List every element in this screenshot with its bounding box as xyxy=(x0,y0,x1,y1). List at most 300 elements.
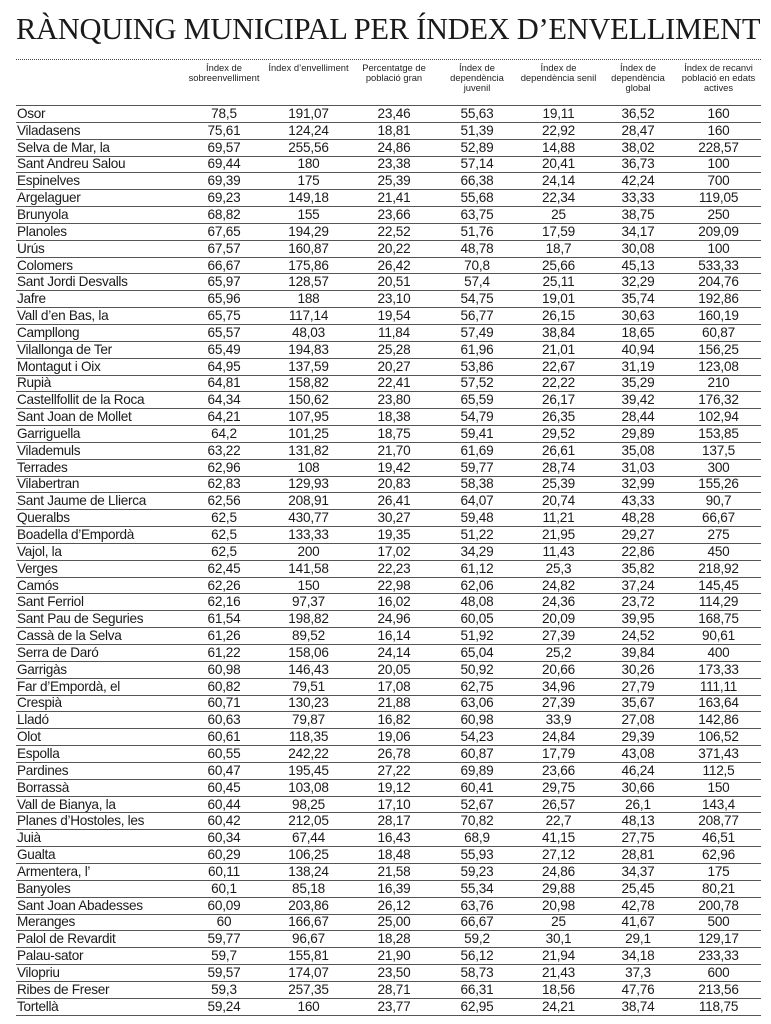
poblacio-gran-cell: 21,90 xyxy=(351,948,437,965)
envelliment-cell: 160,87 xyxy=(266,240,351,257)
dependencia-senil-cell: 33,9 xyxy=(517,712,600,729)
dependencia-global-cell: 34,37 xyxy=(600,863,676,880)
envelliment-cell: 79,87 xyxy=(266,712,351,729)
poblacio-gran-cell: 16,14 xyxy=(351,628,437,645)
dependencia-juvenil-cell: 66,38 xyxy=(437,173,517,190)
recanvi-cell: 102,94 xyxy=(676,409,761,426)
dependencia-senil-cell: 20,09 xyxy=(517,611,600,628)
municipality-cell: Vajol, la xyxy=(16,543,182,560)
poblacio-gran-cell: 17,08 xyxy=(351,678,437,695)
dependencia-senil-cell: 11,43 xyxy=(517,543,600,560)
recanvi-cell: 176,32 xyxy=(676,392,761,409)
table-row xyxy=(16,880,761,897)
dependencia-juvenil-cell: 52,67 xyxy=(437,796,517,813)
column-header-dependencia-senil: Índex de dependència senil xyxy=(520,62,597,83)
dependencia-senil-cell: 29,88 xyxy=(517,880,600,897)
poblacio-gran-cell: 26,78 xyxy=(351,746,437,763)
envelliment-cell: 130,23 xyxy=(266,695,351,712)
sobreenvelliment-cell: 62,5 xyxy=(182,527,266,544)
envelliment-cell: 180 xyxy=(266,156,351,173)
table-row xyxy=(16,375,761,392)
recanvi-cell: 143,4 xyxy=(676,796,761,813)
recanvi-cell: 600 xyxy=(676,965,761,982)
dependencia-global-cell: 41,67 xyxy=(600,914,676,931)
sobreenvelliment-cell: 66,67 xyxy=(182,257,266,274)
municipality-cell: Pardines xyxy=(16,762,182,779)
sobreenvelliment-cell: 62,5 xyxy=(182,543,266,560)
recanvi-cell: 66,67 xyxy=(676,510,761,527)
recanvi-cell: 114,29 xyxy=(676,594,761,611)
poblacio-gran-cell: 18,75 xyxy=(351,426,437,443)
sobreenvelliment-cell: 59,57 xyxy=(182,965,266,982)
poblacio-gran-cell: 23,77 xyxy=(351,998,437,1015)
column-header-dependencia-global: Índex de dependència global xyxy=(611,62,665,93)
sobreenvelliment-cell: 62,83 xyxy=(182,476,266,493)
municipality-cell: Urús xyxy=(16,240,182,257)
dependencia-senil-cell: 17,59 xyxy=(517,223,600,240)
dependencia-juvenil-cell: 57,49 xyxy=(437,324,517,341)
dependencia-senil-cell: 21,01 xyxy=(517,341,600,358)
dependencia-global-cell: 39,95 xyxy=(600,611,676,628)
dependencia-senil-cell: 27,39 xyxy=(517,695,600,712)
sobreenvelliment-cell: 60,29 xyxy=(182,847,266,864)
dependencia-global-cell: 43,33 xyxy=(600,493,676,510)
municipality-cell: Jafre xyxy=(16,291,182,308)
dependencia-global-cell: 18,65 xyxy=(600,324,676,341)
sobreenvelliment-cell: 59,24 xyxy=(182,998,266,1015)
poblacio-gran-cell: 24,14 xyxy=(351,645,437,662)
table-row xyxy=(16,931,761,948)
table-row xyxy=(16,695,761,712)
municipality-cell: Juià xyxy=(16,830,182,847)
table-row xyxy=(16,594,761,611)
dependencia-juvenil-cell: 59,48 xyxy=(437,510,517,527)
dependencia-global-cell: 35,29 xyxy=(600,375,676,392)
envelliment-cell: 67,44 xyxy=(266,830,351,847)
dependencia-global-cell: 43,08 xyxy=(600,746,676,763)
dependencia-global-cell: 35,74 xyxy=(600,291,676,308)
sobreenvelliment-cell: 64,81 xyxy=(182,375,266,392)
dependencia-juvenil-cell: 64,07 xyxy=(437,493,517,510)
sobreenvelliment-cell: 62,96 xyxy=(182,459,266,476)
envelliment-cell: 188 xyxy=(266,291,351,308)
envelliment-cell: 158,06 xyxy=(266,645,351,662)
municipality-cell: Sant Pau de Seguries xyxy=(16,611,182,628)
poblacio-gran-cell: 23,66 xyxy=(351,207,437,224)
municipality-cell: Lladó xyxy=(16,712,182,729)
dependencia-senil-cell: 25,66 xyxy=(517,257,600,274)
dependencia-global-cell: 29,1 xyxy=(600,931,676,948)
table-row xyxy=(16,207,761,224)
dependencia-senil-cell: 11,21 xyxy=(517,510,600,527)
poblacio-gran-cell: 18,48 xyxy=(351,847,437,864)
sobreenvelliment-cell: 62,45 xyxy=(182,560,266,577)
poblacio-gran-cell: 21,70 xyxy=(351,442,437,459)
sobreenvelliment-cell: 60,47 xyxy=(182,762,266,779)
sobreenvelliment-cell: 60,42 xyxy=(182,813,266,830)
dependencia-global-cell: 28,81 xyxy=(600,847,676,864)
column-header-envelliment: Índex d’envelliment xyxy=(268,62,349,73)
envelliment-cell: 191,07 xyxy=(266,106,351,123)
poblacio-gran-cell: 30,27 xyxy=(351,510,437,527)
sobreenvelliment-cell: 64,21 xyxy=(182,409,266,426)
recanvi-cell: 400 xyxy=(676,645,761,662)
page-title: RÀNQUING MUNICIPAL PER ÍNDEX D’ENVELLIMENT xyxy=(16,12,761,46)
recanvi-cell: 129,17 xyxy=(676,931,761,948)
table-header xyxy=(16,63,761,106)
sobreenvelliment-cell: 60,1 xyxy=(182,880,266,897)
envelliment-cell: 174,07 xyxy=(266,965,351,982)
dependencia-senil-cell: 26,57 xyxy=(517,796,600,813)
dependencia-juvenil-cell: 51,22 xyxy=(437,527,517,544)
column-header-recanvi-poblacio: Índex de recanvi població en edats actives xyxy=(681,62,756,93)
dependencia-senil-cell: 41,15 xyxy=(517,830,600,847)
recanvi-cell: 175 xyxy=(676,863,761,880)
envelliment-cell: 108 xyxy=(266,459,351,476)
sobreenvelliment-cell: 59,3 xyxy=(182,981,266,998)
municipality-cell: Planes d’Hostoles, les xyxy=(16,813,182,830)
sobreenvelliment-cell: 60,09 xyxy=(182,897,266,914)
recanvi-cell: 150 xyxy=(676,779,761,796)
table-row xyxy=(16,914,761,931)
municipality-cell: Armentera, l’ xyxy=(16,863,182,880)
sobreenvelliment-cell: 75,61 xyxy=(182,122,266,139)
dependencia-juvenil-cell: 61,69 xyxy=(437,442,517,459)
dependencia-senil-cell: 24,82 xyxy=(517,577,600,594)
dependencia-juvenil-cell: 59,77 xyxy=(437,459,517,476)
envelliment-cell: 155,81 xyxy=(266,948,351,965)
municipality-cell: Viladasens xyxy=(16,122,182,139)
table-row xyxy=(16,965,761,982)
dependencia-global-cell: 33,33 xyxy=(600,190,676,207)
sobreenvelliment-cell: 64,34 xyxy=(182,392,266,409)
sobreenvelliment-cell: 60,98 xyxy=(182,661,266,678)
poblacio-gran-cell: 20,83 xyxy=(351,476,437,493)
dependencia-juvenil-cell: 61,96 xyxy=(437,341,517,358)
poblacio-gran-cell: 19,35 xyxy=(351,527,437,544)
poblacio-gran-cell: 20,27 xyxy=(351,358,437,375)
recanvi-cell: 209,09 xyxy=(676,223,761,240)
recanvi-cell: 142,86 xyxy=(676,712,761,729)
recanvi-cell: 46,51 xyxy=(676,830,761,847)
recanvi-cell: 200,78 xyxy=(676,897,761,914)
municipality-cell: Argelaguer xyxy=(16,190,182,207)
poblacio-gran-cell: 19,12 xyxy=(351,779,437,796)
envelliment-cell: 97,37 xyxy=(266,594,351,611)
sobreenvelliment-cell: 60,45 xyxy=(182,779,266,796)
dependencia-global-cell: 29,27 xyxy=(600,527,676,544)
recanvi-cell: 208,77 xyxy=(676,813,761,830)
table-row xyxy=(16,409,761,426)
municipality-cell: Planoles xyxy=(16,223,182,240)
envelliment-cell: 124,24 xyxy=(266,122,351,139)
table-row xyxy=(16,543,761,560)
dependencia-global-cell: 22,86 xyxy=(600,543,676,560)
envelliment-cell: 242,22 xyxy=(266,746,351,763)
dependencia-juvenil-cell: 55,93 xyxy=(437,847,517,864)
sobreenvelliment-cell: 60,44 xyxy=(182,796,266,813)
table-row xyxy=(16,796,761,813)
recanvi-cell: 450 xyxy=(676,543,761,560)
recanvi-cell: 192,86 xyxy=(676,291,761,308)
dependencia-senil-cell: 20,41 xyxy=(517,156,600,173)
municipality-cell: Cassà de la Selva xyxy=(16,628,182,645)
dependencia-senil-cell: 23,66 xyxy=(517,762,600,779)
envelliment-cell: 160 xyxy=(266,998,351,1015)
sobreenvelliment-cell: 64,2 xyxy=(182,426,266,443)
recanvi-cell: 700 xyxy=(676,173,761,190)
dependencia-global-cell: 35,67 xyxy=(600,695,676,712)
dependencia-senil-cell: 34,96 xyxy=(517,678,600,695)
poblacio-gran-cell: 26,12 xyxy=(351,897,437,914)
municipality-cell: Far d’Empordà, el xyxy=(16,678,182,695)
municipality-cell: Queralbs xyxy=(16,510,182,527)
municipality-cell: Meranges xyxy=(16,914,182,931)
envelliment-cell: 195,45 xyxy=(266,762,351,779)
municipality-cell: Crespià xyxy=(16,695,182,712)
recanvi-cell: 275 xyxy=(676,527,761,544)
recanvi-cell: 233,33 xyxy=(676,948,761,965)
dependencia-global-cell: 37,24 xyxy=(600,577,676,594)
recanvi-cell: 218,92 xyxy=(676,560,761,577)
sobreenvelliment-cell: 65,96 xyxy=(182,291,266,308)
municipality-cell: Vilademuls xyxy=(16,442,182,459)
poblacio-gran-cell: 20,22 xyxy=(351,240,437,257)
envelliment-cell: 158,82 xyxy=(266,375,351,392)
envelliment-cell: 208,91 xyxy=(266,493,351,510)
dependencia-juvenil-cell: 65,59 xyxy=(437,392,517,409)
municipality-cell: Gualta xyxy=(16,847,182,864)
poblacio-gran-cell: 20,51 xyxy=(351,274,437,291)
dependencia-senil-cell: 20,74 xyxy=(517,493,600,510)
sobreenvelliment-cell: 60,34 xyxy=(182,830,266,847)
municipality-cell: Olot xyxy=(16,729,182,746)
table-row xyxy=(16,291,761,308)
recanvi-cell: 160 xyxy=(676,122,761,139)
table-row xyxy=(16,712,761,729)
dependencia-juvenil-cell: 52,89 xyxy=(437,139,517,156)
dependencia-senil-cell: 27,39 xyxy=(517,628,600,645)
municipality-cell: Ribes de Freser xyxy=(16,981,182,998)
table-row xyxy=(16,981,761,998)
table-row xyxy=(16,645,761,662)
dependencia-juvenil-cell: 62,95 xyxy=(437,998,517,1015)
municipality-cell: Sant Joan de Mollet xyxy=(16,409,182,426)
poblacio-gran-cell: 24,96 xyxy=(351,611,437,628)
dependencia-juvenil-cell: 54,79 xyxy=(437,409,517,426)
poblacio-gran-cell: 20,05 xyxy=(351,661,437,678)
poblacio-gran-cell: 23,38 xyxy=(351,156,437,173)
dependencia-global-cell: 48,28 xyxy=(600,510,676,527)
recanvi-cell: 160 xyxy=(676,106,761,123)
dependencia-senil-cell: 17,79 xyxy=(517,746,600,763)
poblacio-gran-cell: 21,88 xyxy=(351,695,437,712)
dependencia-global-cell: 29,89 xyxy=(600,426,676,443)
table-row xyxy=(16,897,761,914)
dependencia-juvenil-cell: 59,2 xyxy=(437,931,517,948)
municipality-cell: Rupià xyxy=(16,375,182,392)
dependencia-senil-cell: 19,01 xyxy=(517,291,600,308)
sobreenvelliment-cell: 61,22 xyxy=(182,645,266,662)
table-row xyxy=(16,223,761,240)
table-row xyxy=(16,324,761,341)
poblacio-gran-cell: 22,98 xyxy=(351,577,437,594)
envelliment-cell: 150,62 xyxy=(266,392,351,409)
poblacio-gran-cell: 19,42 xyxy=(351,459,437,476)
dependencia-senil-cell: 24,84 xyxy=(517,729,600,746)
dependencia-juvenil-cell: 66,67 xyxy=(437,914,517,931)
table-row xyxy=(16,762,761,779)
dependencia-juvenil-cell: 62,06 xyxy=(437,577,517,594)
sobreenvelliment-cell: 59,7 xyxy=(182,948,266,965)
recanvi-cell: 371,43 xyxy=(676,746,761,763)
dependencia-juvenil-cell: 54,23 xyxy=(437,729,517,746)
sobreenvelliment-cell: 69,23 xyxy=(182,190,266,207)
dependencia-juvenil-cell: 51,39 xyxy=(437,122,517,139)
recanvi-cell: 533,33 xyxy=(676,257,761,274)
poblacio-gran-cell: 18,81 xyxy=(351,122,437,139)
dependencia-senil-cell: 18,56 xyxy=(517,981,600,998)
municipality-cell: Verges xyxy=(16,560,182,577)
title-divider xyxy=(16,59,761,60)
dependencia-senil-cell: 26,15 xyxy=(517,308,600,325)
dependencia-global-cell: 27,79 xyxy=(600,678,676,695)
dependencia-juvenil-cell: 59,23 xyxy=(437,863,517,880)
table-row xyxy=(16,746,761,763)
recanvi-cell: 80,21 xyxy=(676,880,761,897)
dependencia-juvenil-cell: 63,06 xyxy=(437,695,517,712)
sobreenvelliment-cell: 60,71 xyxy=(182,695,266,712)
table-row xyxy=(16,442,761,459)
dependencia-juvenil-cell: 60,05 xyxy=(437,611,517,628)
recanvi-cell: 300 xyxy=(676,459,761,476)
dependencia-global-cell: 31,03 xyxy=(600,459,676,476)
envelliment-cell: 128,57 xyxy=(266,274,351,291)
dependencia-senil-cell: 24,86 xyxy=(517,863,600,880)
envelliment-cell: 98,25 xyxy=(266,796,351,813)
envelliment-cell: 101,25 xyxy=(266,426,351,443)
dependencia-senil-cell: 25,3 xyxy=(517,560,600,577)
table-row xyxy=(16,392,761,409)
table-row xyxy=(16,661,761,678)
dependencia-juvenil-cell: 48,08 xyxy=(437,594,517,611)
envelliment-cell: 141,58 xyxy=(266,560,351,577)
municipality-cell: Borrassà xyxy=(16,779,182,796)
dependencia-senil-cell: 21,95 xyxy=(517,527,600,544)
poblacio-gran-cell: 26,42 xyxy=(351,257,437,274)
table-row xyxy=(16,611,761,628)
municipality-cell: Boadella d’Empordà xyxy=(16,527,182,544)
recanvi-cell: 118,75 xyxy=(676,998,761,1015)
table-body xyxy=(16,106,761,1016)
municipality-cell: Vilopriu xyxy=(16,965,182,982)
recanvi-cell: 500 xyxy=(676,914,761,931)
dependencia-global-cell: 42,78 xyxy=(600,897,676,914)
poblacio-gran-cell: 28,17 xyxy=(351,813,437,830)
sobreenvelliment-cell: 61,26 xyxy=(182,628,266,645)
dependencia-senil-cell: 14,88 xyxy=(517,139,600,156)
envelliment-cell: 430,77 xyxy=(266,510,351,527)
column-header-sobreenvelliment: Índex de sobreenvelliment xyxy=(188,62,260,83)
table-row xyxy=(16,156,761,173)
column-header-percentatge-poblacio-gran: Percentatge de població gran xyxy=(362,62,426,83)
dependencia-senil-cell: 20,66 xyxy=(517,661,600,678)
table-row xyxy=(16,510,761,527)
dependencia-global-cell: 27,75 xyxy=(600,830,676,847)
sobreenvelliment-cell: 64,95 xyxy=(182,358,266,375)
dependencia-global-cell: 32,99 xyxy=(600,476,676,493)
column-header-municipality xyxy=(16,63,182,106)
dependencia-juvenil-cell: 65,04 xyxy=(437,645,517,662)
municipality-cell: Sant Andreu Salou xyxy=(16,156,182,173)
table-row xyxy=(16,476,761,493)
recanvi-cell: 160,19 xyxy=(676,308,761,325)
municipality-cell: Montagut i Oix xyxy=(16,358,182,375)
recanvi-cell: 204,76 xyxy=(676,274,761,291)
dependencia-global-cell: 31,19 xyxy=(600,358,676,375)
dependencia-juvenil-cell: 48,78 xyxy=(437,240,517,257)
recanvi-cell: 156,25 xyxy=(676,341,761,358)
poblacio-gran-cell: 16,02 xyxy=(351,594,437,611)
dependencia-senil-cell: 22,7 xyxy=(517,813,600,830)
poblacio-gran-cell: 18,38 xyxy=(351,409,437,426)
dependencia-global-cell: 35,82 xyxy=(600,560,676,577)
column-header-dependencia-juvenil: Índex de dependència juvenil xyxy=(450,62,504,93)
sobreenvelliment-cell: 60,55 xyxy=(182,746,266,763)
dependencia-global-cell: 30,66 xyxy=(600,779,676,796)
dependencia-juvenil-cell: 50,92 xyxy=(437,661,517,678)
envelliment-cell: 131,82 xyxy=(266,442,351,459)
dependencia-global-cell: 35,08 xyxy=(600,442,676,459)
envelliment-cell: 155 xyxy=(266,207,351,224)
dependencia-juvenil-cell: 34,29 xyxy=(437,543,517,560)
sobreenvelliment-cell: 60,61 xyxy=(182,729,266,746)
sobreenvelliment-cell: 65,97 xyxy=(182,274,266,291)
municipality-cell: Osor xyxy=(16,106,182,123)
sobreenvelliment-cell: 59,77 xyxy=(182,931,266,948)
dependencia-senil-cell: 28,74 xyxy=(517,459,600,476)
poblacio-gran-cell: 22,52 xyxy=(351,223,437,240)
municipality-cell: Palol de Revardit xyxy=(16,931,182,948)
table-row xyxy=(16,459,761,476)
recanvi-cell: 111,11 xyxy=(676,678,761,695)
dependencia-global-cell: 47,76 xyxy=(600,981,676,998)
table-row xyxy=(16,813,761,830)
table-row xyxy=(16,493,761,510)
dependencia-senil-cell: 19,11 xyxy=(517,106,600,123)
dependencia-senil-cell: 24,14 xyxy=(517,173,600,190)
dependencia-juvenil-cell: 55,34 xyxy=(437,880,517,897)
table-row xyxy=(16,948,761,965)
dependencia-juvenil-cell: 70,82 xyxy=(437,813,517,830)
municipality-cell: Garriguella xyxy=(16,426,182,443)
envelliment-cell: 198,82 xyxy=(266,611,351,628)
sobreenvelliment-cell: 69,39 xyxy=(182,173,266,190)
table-row xyxy=(16,779,761,796)
table-row xyxy=(16,240,761,257)
recanvi-cell: 90,7 xyxy=(676,493,761,510)
municipality-cell: Sant Jordi Desvalls xyxy=(16,274,182,291)
poblacio-gran-cell: 22,41 xyxy=(351,375,437,392)
dependencia-juvenil-cell: 61,12 xyxy=(437,560,517,577)
dependencia-global-cell: 27,08 xyxy=(600,712,676,729)
poblacio-gran-cell: 19,54 xyxy=(351,308,437,325)
sobreenvelliment-cell: 62,56 xyxy=(182,493,266,510)
dependencia-juvenil-cell: 51,92 xyxy=(437,628,517,645)
poblacio-gran-cell: 16,82 xyxy=(351,712,437,729)
dependencia-juvenil-cell: 60,87 xyxy=(437,746,517,763)
envelliment-cell: 48,03 xyxy=(266,324,351,341)
